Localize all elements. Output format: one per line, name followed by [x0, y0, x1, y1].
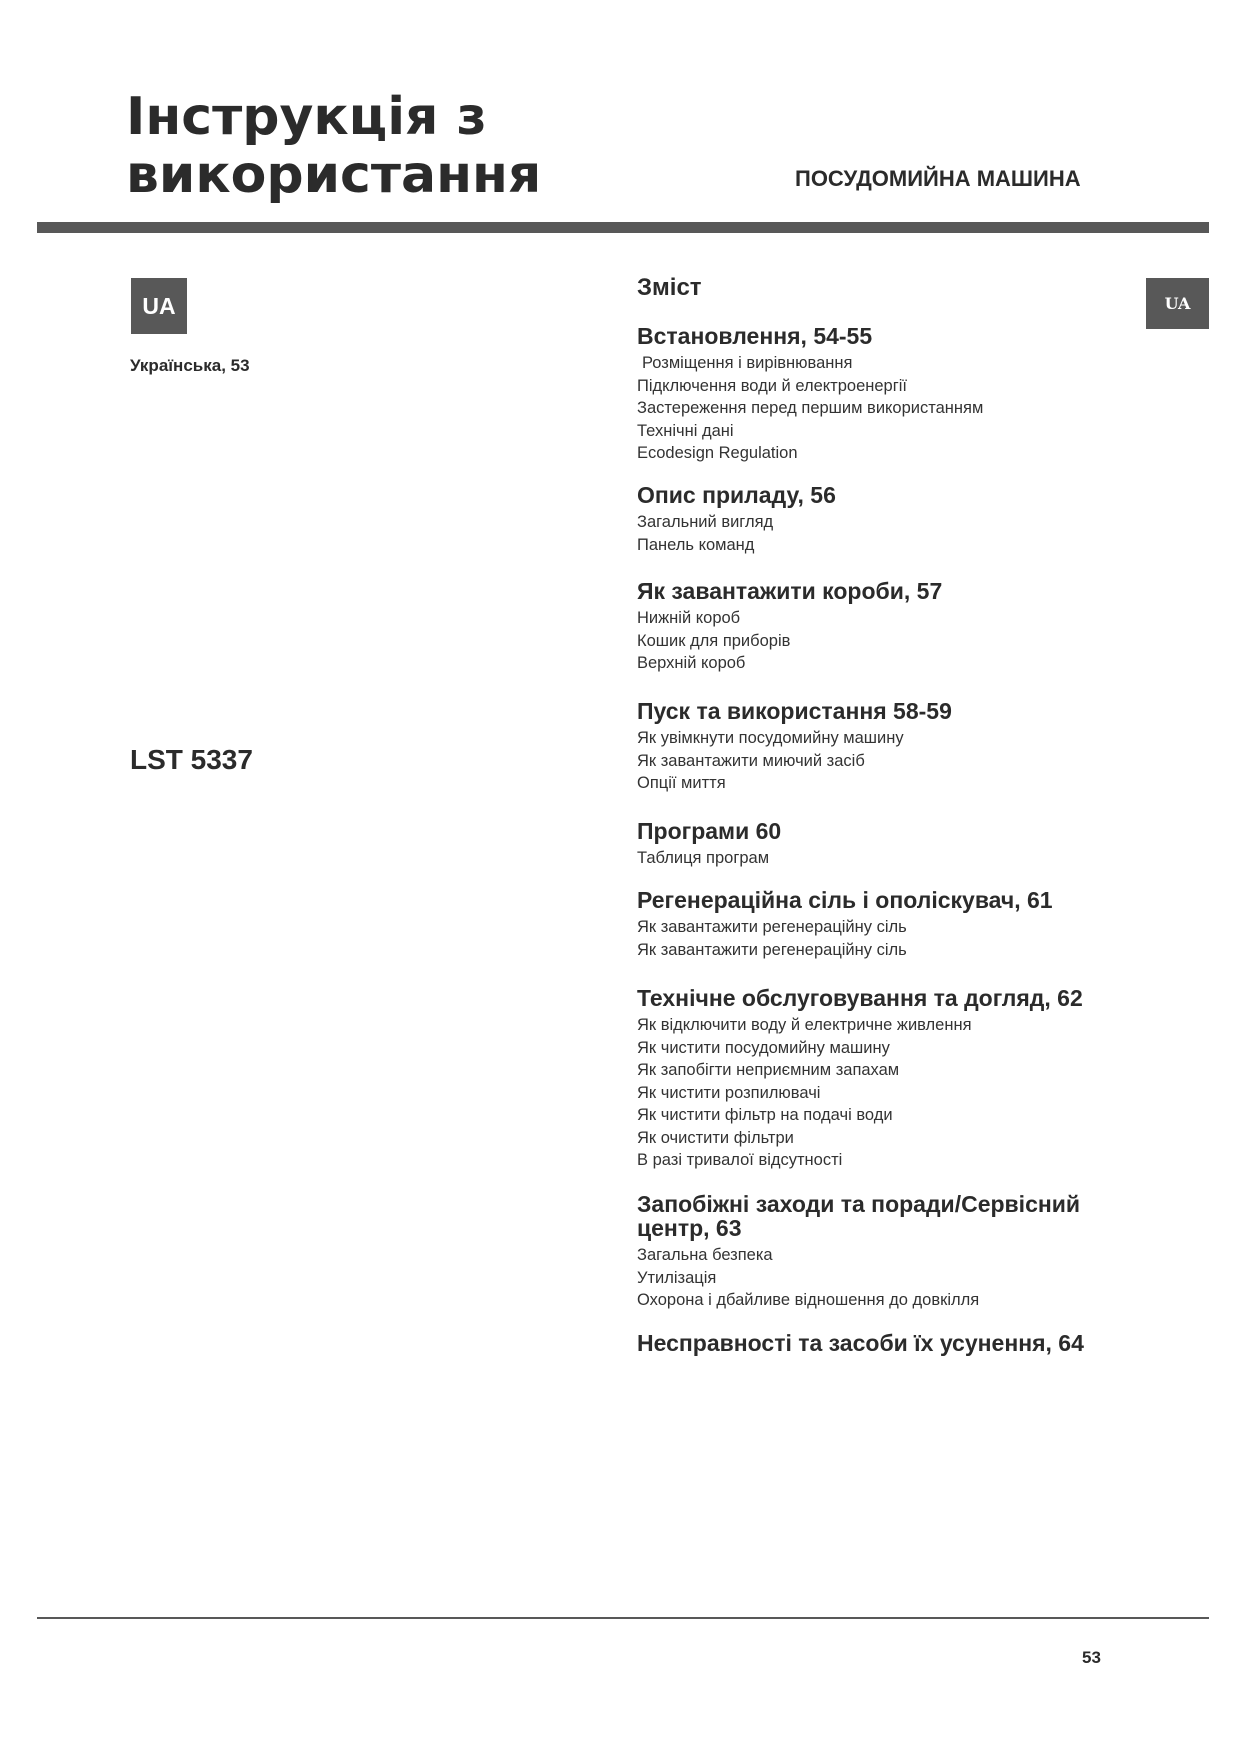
toc-heading: Зміст: [637, 274, 702, 301]
language-badge: UA: [131, 278, 187, 334]
toc-section-loading-racks: [637, 579, 1137, 675]
toc-section-description: [637, 483, 1137, 556]
toc-item: Підключення води й електроенергії: [637, 376, 907, 395]
section-items: [637, 607, 1137, 675]
toc-item: Як завантажити регенераційну сіль: [637, 918, 907, 936]
toc-item: Таблиця програм: [637, 849, 770, 867]
toc-item: Як чистити розпилювачі: [637, 1083, 821, 1102]
section-title-line-1: Запобіжні заходи та поради/Сервісний: [637, 1191, 1081, 1217]
section-items: [637, 916, 1137, 961]
toc-item: Загальний вигляд: [637, 513, 774, 531]
section-title: Несправності та засоби їх усунення, 64: [637, 1330, 1084, 1356]
document-title: [126, 88, 541, 204]
toc-section-maintenance: [637, 986, 1137, 1172]
toc-item: Як завантажити миючий засіб: [637, 751, 865, 770]
toc-item: Як чистити посудомийну машину: [637, 1038, 890, 1057]
toc-item: Як відключити воду й електричне живлення: [637, 1016, 972, 1034]
section-items: [637, 727, 1137, 795]
product-type: ПОСУДОМИЙНА МАШИНА: [795, 166, 1081, 191]
toc-section-installation: [637, 324, 1137, 465]
section-title: Регенераційна сіль і ополіскувач, 61: [637, 887, 1053, 913]
section-items: [637, 1244, 1137, 1312]
toc-section-start-and-use: [637, 699, 1137, 795]
toc-item: Верхній короб: [637, 654, 746, 672]
toc-section-programs: [637, 819, 1137, 870]
language-tab: UA: [1146, 278, 1209, 329]
toc-item: Опції миття: [637, 774, 726, 792]
header-divider: [37, 222, 1209, 233]
toc-item: Як чистити фільтр на подачі води: [637, 1106, 893, 1124]
section-items: [637, 352, 1137, 465]
toc-section-troubleshooting: [637, 1331, 1137, 1355]
toc-section-salt-and-rinse-aid: [637, 888, 1137, 961]
section-title: Опис приладу, 56: [637, 482, 836, 508]
language-page-reference: Українська, 53: [130, 356, 250, 375]
toc-item: Кошик для приборів: [637, 631, 791, 650]
toc-item: Як завантажити регенераційну сіль: [637, 940, 907, 959]
toc-item: Як очистити фільтри: [637, 1128, 794, 1147]
toc-item: Панель команд: [637, 535, 755, 554]
title-line-2: використання: [126, 145, 542, 205]
title-line-1: Інструкція з: [126, 87, 487, 147]
footer-divider: [37, 1617, 1209, 1619]
section-title: Програми 60: [637, 818, 782, 844]
toc-item: Як увімкнути посудомийну машину: [637, 729, 904, 747]
toc-item: Утилізація: [637, 1268, 717, 1287]
section-title: Пуск та використання 58-59: [637, 698, 952, 724]
section-items: [637, 1014, 1137, 1172]
toc-item: Ecodesign Regulation: [637, 444, 798, 462]
toc-section-precautions-service: [637, 1192, 1137, 1312]
section-title: Як завантажити короби, 57: [637, 578, 943, 604]
section-items: [637, 511, 1137, 556]
toc-item: Технічні дані: [637, 421, 734, 440]
toc-item: Нижній короб: [637, 609, 741, 627]
model-number: LST 5337: [130, 744, 253, 775]
toc-item: Загальна безпека: [637, 1246, 773, 1264]
section-title-line-2: центр, 63: [637, 1215, 742, 1241]
page-number: 53: [1082, 1648, 1101, 1667]
toc-item: Охорона і дбайливе відношення до довкілля: [637, 1291, 980, 1309]
section-items: [637, 847, 1137, 870]
toc-item: Застереження перед першим використанням: [637, 399, 984, 417]
toc-item: Розміщення і вирівнювання: [642, 354, 853, 372]
section-title: Встановлення, 54-55: [637, 323, 873, 349]
toc-item: Як запобігти неприємним запахам: [637, 1061, 900, 1079]
section-title: Технічне обслуговування та догляд, 62: [637, 985, 1083, 1011]
toc-item: В разі тривалої відсутності: [637, 1151, 843, 1169]
